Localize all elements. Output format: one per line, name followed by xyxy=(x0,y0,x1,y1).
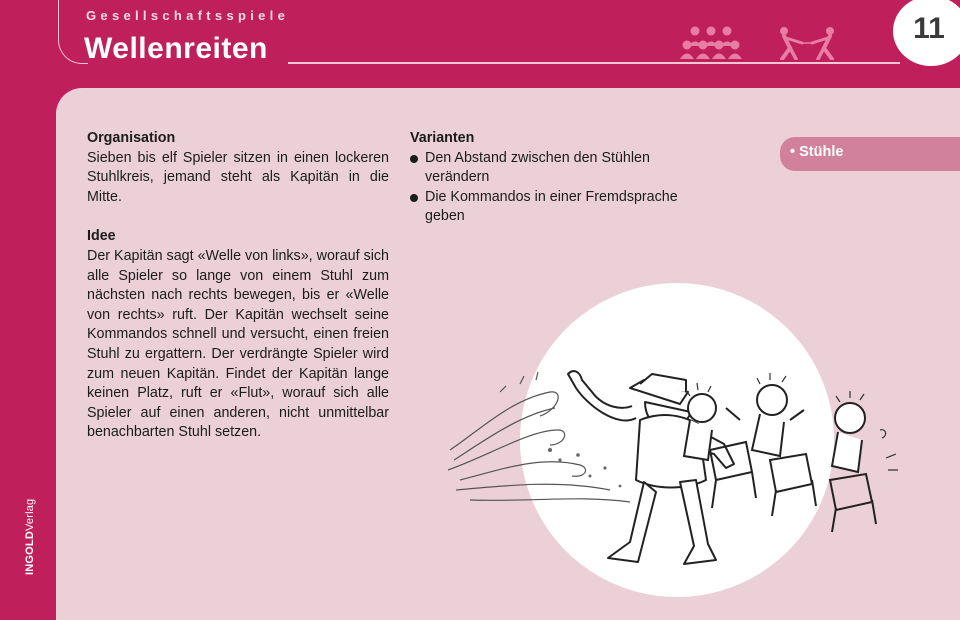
material-label: • Stühle xyxy=(790,144,844,160)
header-rule-bottom xyxy=(288,62,900,64)
tug-of-war-icon xyxy=(776,26,838,60)
group-icon xyxy=(680,26,742,60)
bullet-icon xyxy=(410,194,418,202)
varianten-list xyxy=(410,149,710,227)
captain-illustration xyxy=(440,280,910,600)
publisher-brand: INGOLD xyxy=(24,531,36,575)
category-label: Gesellschaftsspiele xyxy=(86,8,290,23)
idee-text: Der Kapitän sagt «Welle von links», worauf sich alle Spieler so lange von einem Stuhl zum nächsten nach rechts bewegen, bis er «Welle von rechts» ruft. Der Kapitän wechselt seine Kommandos schnell und versucht, einen freien Stuhl zu ergattern. Der verdrängte Spieler wird zum neuen Kapitän. Findet der Kapitän lange keinen Platz, ruft er «Flut», worauf sich alle Spieler auf einen anderen, nicht unmittelbar benachbarten Stuhl setzen. xyxy=(87,247,389,441)
list-item: Die Kommandos in einer Fremdsprache geben xyxy=(410,188,710,227)
page-title: Wellenreiten xyxy=(84,32,268,65)
publisher-suffix: Verlag xyxy=(24,498,36,532)
varianten-heading: Varianten xyxy=(410,130,475,146)
material-tab xyxy=(780,137,960,171)
organisation-heading: Organisation xyxy=(87,130,176,146)
bullet-icon xyxy=(410,155,418,163)
publisher-logo xyxy=(24,499,36,575)
left-column xyxy=(87,129,389,443)
game-number: 11 xyxy=(913,12,945,45)
idee-heading: Idee xyxy=(87,228,116,245)
list-item: Den Abstand zwischen den Stühlen verändern xyxy=(410,149,710,188)
right-column xyxy=(410,129,710,227)
organisation-text: Sieben bis elf Spieler sitzen in einen lockeren Stuhlkreis, jemand steht als Kapitän in die Mitte. xyxy=(87,149,389,205)
